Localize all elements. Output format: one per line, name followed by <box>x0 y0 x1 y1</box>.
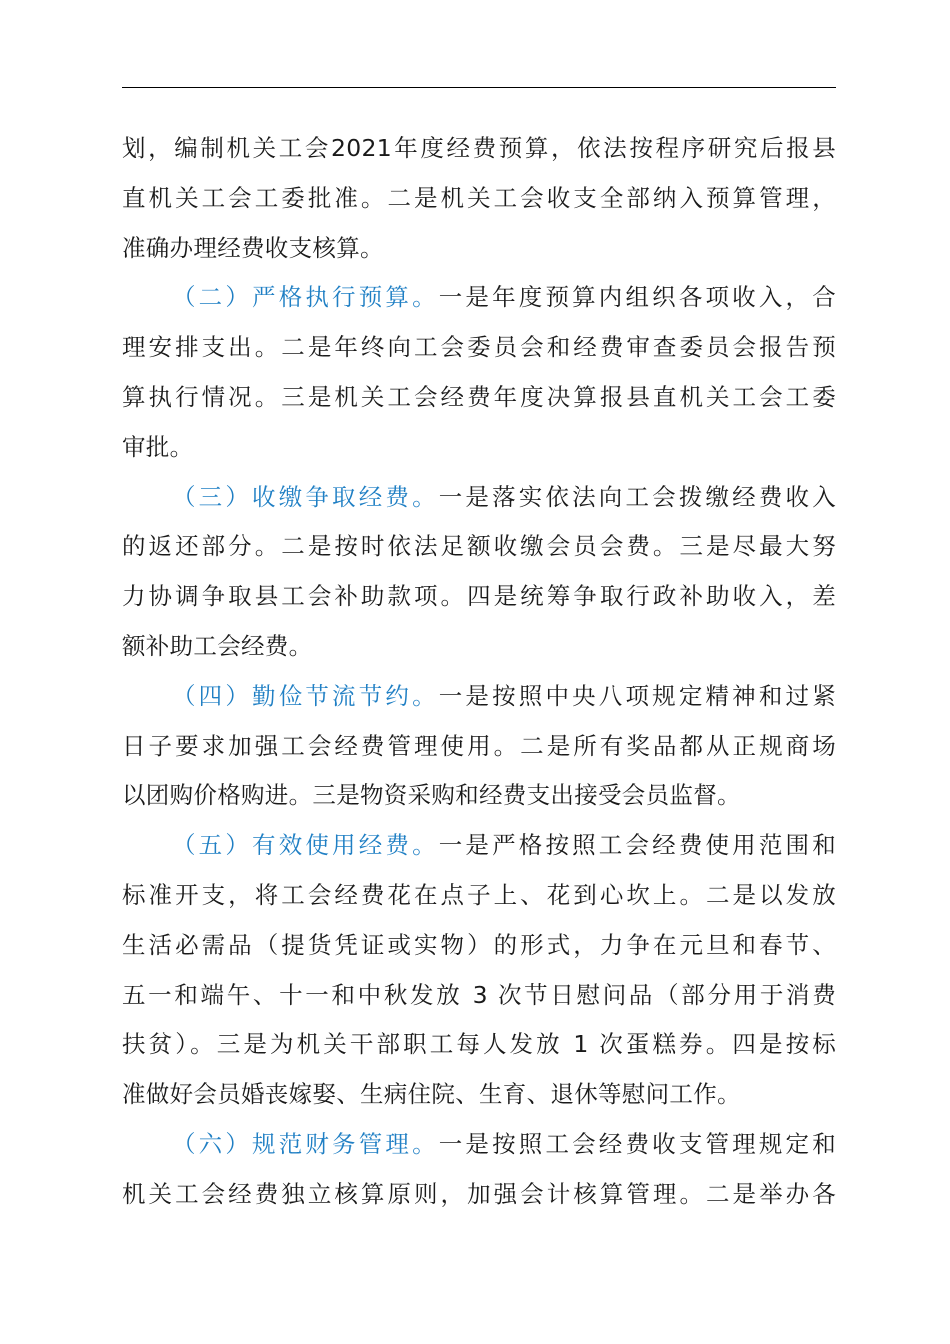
text-line <box>122 771 836 821</box>
text-line <box>122 174 836 224</box>
paragraph-text: 五一和端午、十一和中秋发放 3 次节日慰问品（部分用于消费 <box>122 980 836 1009</box>
text-line <box>122 1020 836 1070</box>
paragraph-text: 一是按照工会经费收支管理规定和 <box>438 1129 836 1158</box>
text-line <box>122 473 836 523</box>
paragraph-text: 准确办理经费收支核算。 <box>122 233 384 262</box>
paragraph-text: 力协调争取县工会补助款项。四是统筹争取行政补助收入，差 <box>122 582 836 611</box>
paragraph-text: 扶贫）。三是为机关干部职工每人发放 1 次蛋糕券。四是按标 <box>122 1030 836 1059</box>
paragraph-text: 标准开支，将工会经费花在点子上、花到心坎上。二是以发放 <box>122 880 836 909</box>
paragraph-text: 准做好会员婚丧嫁娶、生病住院、生育、退休等慰问工作。 <box>122 1080 741 1109</box>
text-line <box>122 821 836 871</box>
paragraph-text: 生活必需品（提货凭证或实物）的形式，力争在元旦和春节、 <box>122 930 836 959</box>
text-line <box>122 572 836 622</box>
text-line <box>122 921 836 971</box>
text-line <box>122 323 836 373</box>
text-line <box>122 522 836 572</box>
paragraph-text: 额补助工会经费。 <box>122 631 313 660</box>
section-heading: （二）严格执行预算。 <box>172 283 439 312</box>
section-heading: （三）收缴争取经费。 <box>172 482 439 511</box>
paragraph-text: 机关工会经费独立核算原则，加强会计核算管理。二是举办各 <box>122 1179 836 1208</box>
text-line <box>122 722 836 772</box>
paragraph-text: 以团购价格购进。三是物资采购和经费支出接受会员监督。 <box>122 781 741 810</box>
text-line <box>122 672 836 722</box>
text-line <box>122 1120 836 1170</box>
section-heading: （五）有效使用经费。 <box>172 831 439 860</box>
text-line <box>122 1070 836 1120</box>
text-line <box>122 622 836 672</box>
text-line <box>122 124 836 174</box>
text-line <box>122 224 836 274</box>
paragraph-text: 算执行情况。三是机关工会经费年度决算报县直机关工会工委 <box>122 382 836 411</box>
text-line <box>122 373 836 423</box>
paragraph-text: 一是严格按照工会经费使用范围和 <box>438 831 836 860</box>
paragraph-text: 日子要求加强工会经费管理使用。二是所有奖品都从正规商场 <box>122 731 836 760</box>
paragraph-text: 一是年度预算内组织各项收入，合 <box>438 283 836 312</box>
paragraph-text: 直机关工会工委批准。二是机关工会收支全部纳入预算管理， <box>122 183 836 212</box>
text-line <box>122 423 836 473</box>
section-heading: （四）勤俭节流节约。 <box>172 681 439 710</box>
text-line <box>122 273 836 323</box>
text-line <box>122 1170 836 1220</box>
paragraph-text: 一是按照中央八项规定精神和过紧 <box>438 681 836 710</box>
paragraph-text: 审批。 <box>122 432 194 461</box>
paragraph-text: 的返还部分。二是按时依法足额收缴会员会费。三是尽最大努 <box>122 532 836 561</box>
paragraph-text: 划，编制机关工会2021年度经费预算，依法按程序研究后报县 <box>122 134 836 162</box>
text-line <box>122 971 836 1021</box>
section-heading: （六）规范财务管理。 <box>172 1129 439 1158</box>
body-text <box>122 124 836 1220</box>
text-line <box>122 871 836 921</box>
paragraph-text: 一是落实依法向工会拨缴经费收入 <box>438 482 836 511</box>
paragraph-text: 理安排支出。二是年终向工会委员会和经费审查委员会报告预 <box>122 333 836 362</box>
header-rule <box>122 87 836 88</box>
